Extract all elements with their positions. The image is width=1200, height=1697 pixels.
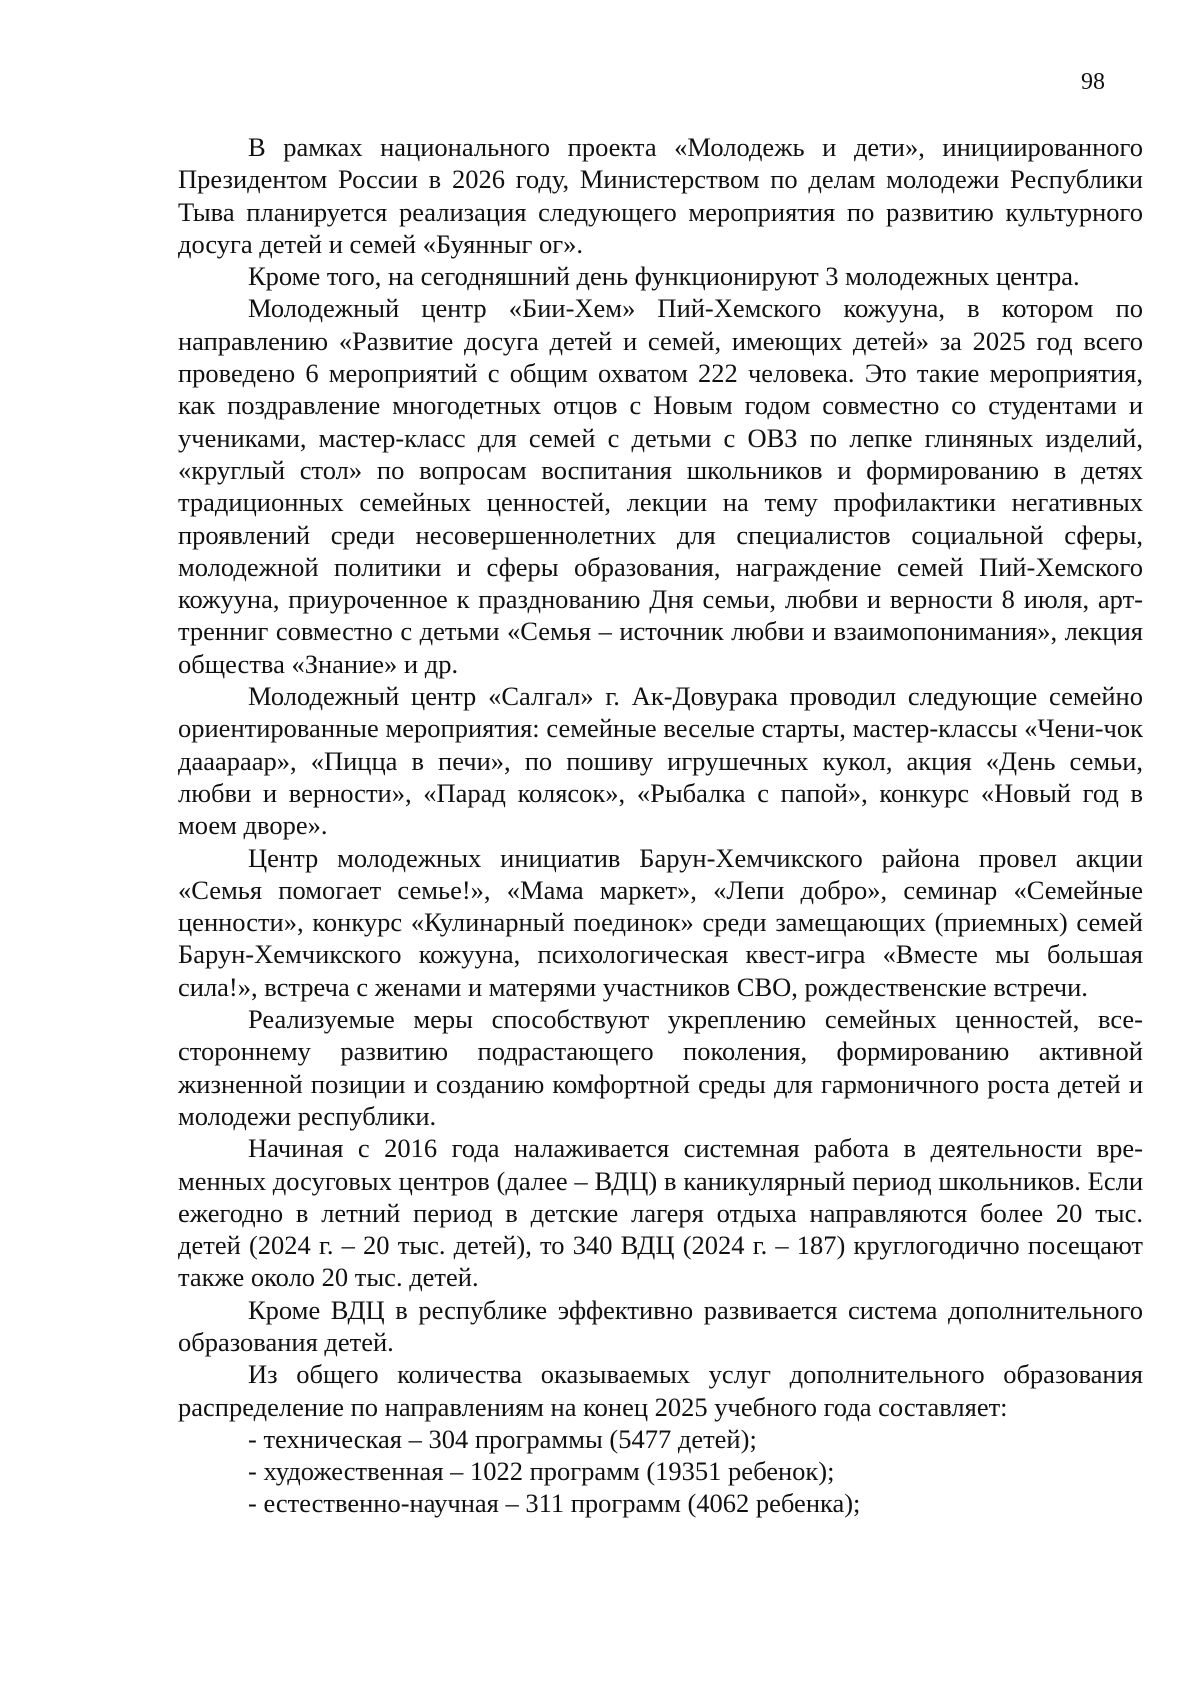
paragraph-youth-centers-count: Кроме того, на сегодняшний день функционируют 3 молодежных центра.: [248, 261, 1080, 292]
list-item: - художественная – 1022 программ (19351 ребенок);: [248, 1456, 835, 1487]
paragraph-education-distribution: Из общего количества оказываемых услуг дополнительного образования распределение по направлениям на конец 2025 учебного года составляет:: [178, 1359, 1143, 1422]
paragraph-measures-summary: Реализуемые меры способствуют укреплению семейных ценностей, всестороннему развитию подрастающего поколения, формированию активной жизненной позиции и созданию комфортной среды для гармоничного роста детей и молодежи республики.: [178, 1004, 1143, 1131]
list-item: - техническая – 304 программы (5477 детей);: [248, 1423, 757, 1454]
paragraph-national-project: В рамках национального проекта «Молодежь и дети», инициированного Президентом России в 2026 году, Министерством по делам молодежи Республики Тыва планируется реализация следующего мероприятия по развитию культурного досуга детей и семей «Буянныг ог».: [178, 132, 1143, 259]
paragraph-barun-khemchik-center: Центр молодежных инициатив Барун-Хемчикского района провел акции «Семья помогает семье!», «Мама маркет», «Лепи добро», семинар «Семейные ценности», конкурс «Кулинарный поединок» среди замещающих (приемных) семей Барун-Хемчикского кожууна, психологическая квест-игра «Вместе мы большая сила!», встреча с женами и матерями участников СВО, рождественские встречи.: [178, 842, 1143, 1002]
paragraph-additional-education: Кроме ВДЦ в республике эффективно развивается система дополнительного образования детей.: [178, 1294, 1143, 1357]
paragraph-bii-khem-center: Молодежный центр «Бии-Хем» Пий-Хемского кожууна, в котором по направлению «Развитие досуга детей и семей, имеющих детей» за 2025 год всего проведено 6 мероприятий с общим охватом 222 человека. Это такие мероприятия, как поздравление многодетных отцов с Новым годом совместно со студентами и учениками, мастер-класс для семей с детьми с ОВЗ по лепке глиняных изделий, «круглый стол» по вопросам воспитания школьников и формированию в детях традиционных семейных ценностей, лекции на тему профилактики негативных проявлений среди несовершеннолетних для специалистов социальной сферы, молодежной политики и сферы образования, награждение семей Пий-Хемского кожууна, приуроченное к празднованию Дня семьи, любви и верности 8 июля, арт-тренниг совместно с детьми «Семья – источник любви и взаимопонимания», лекция общества «Знание» и др.: [178, 293, 1143, 679]
paragraph-temporary-leisure-centers: Начиная с 2016 года налаживается системная работа в деятельности временных досуговых центров (далее – ВДЦ) в каникулярный период школьников. Если ежегодно в летний период в детские лагеря отдыха направляются более 20 тыс. детей (2024 г. – 20 тыс. детей), то 340 ВДЦ (2024 г. – 187) круглогодично посещают также около 20 тыс. детей.: [178, 1133, 1143, 1293]
list-item: - естественно-научная – 311 программ (4062 ребенка);: [248, 1488, 861, 1519]
page-number: 98: [1081, 69, 1105, 95]
education-directions-list: [178, 1423, 1143, 1520]
paragraph-salgal-center: Молодежный центр «Салгал» г. Ак-Довурака проводил следующие семейно ориентированные мероприятия: семейные веселые старты, мастер-классы «Чени-чок дааараар», «Пицца в печи», по пошиву игрушечных кукол, акция «День семьи, любви и верности», «Парад колясок», «Рыбалка с папой», конкурс «Новый год в моем дворе».: [178, 681, 1143, 841]
document-body: [178, 131, 1143, 1520]
